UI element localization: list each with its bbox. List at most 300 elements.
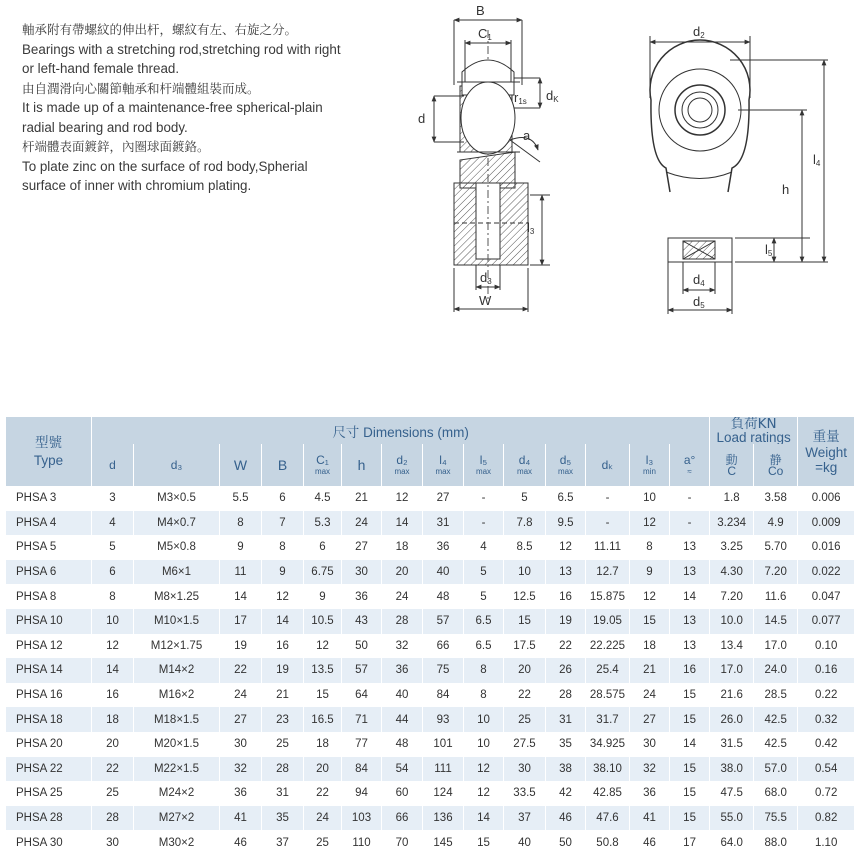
table-cell: 34.925	[586, 732, 630, 757]
table-cell: 94	[342, 781, 382, 806]
table-cell: 93	[423, 707, 464, 732]
table-row	[6, 634, 855, 659]
table-cell: 14	[220, 584, 262, 609]
label-a: a	[523, 128, 531, 143]
table-row	[6, 806, 855, 831]
table-cell: 16	[262, 634, 304, 659]
description-line: 軸承附有帶螺紋的伸出杆，螺紋有左、右旋之分。	[22, 22, 298, 37]
type-cell: PHSA 5	[6, 535, 92, 560]
description-line: radial bearing and rod body.	[22, 119, 188, 135]
table-cell: 5	[504, 486, 546, 511]
table-cell: 28.575	[586, 683, 630, 708]
table-cell: 14	[92, 658, 134, 683]
table-cell: 40	[382, 683, 423, 708]
table-cell: 57	[423, 609, 464, 634]
column-header: B	[262, 444, 304, 486]
table-cell: 14	[262, 609, 304, 634]
table-cell: 26	[546, 658, 586, 683]
table-cell: 30	[220, 732, 262, 757]
table-row	[6, 535, 855, 560]
table-cell: 0.022	[798, 560, 855, 585]
table-cell: 0.047	[798, 584, 855, 609]
table-cell: 47.6	[586, 806, 630, 831]
table-cell: 4.30	[710, 560, 754, 585]
type-cell: PHSA 18	[6, 707, 92, 732]
table-row	[6, 830, 855, 855]
table-cell: 6.5	[464, 609, 504, 634]
table-cell: 6	[262, 486, 304, 511]
table-cell: M16×2	[134, 683, 220, 708]
table-cell: 31	[546, 707, 586, 732]
table-cell: 0.10	[798, 634, 855, 659]
table-cell: 1.10	[798, 830, 855, 855]
table-cell: 23	[262, 707, 304, 732]
table-cell: 111	[423, 757, 464, 782]
table-cell: 14	[670, 584, 710, 609]
table-cell: 15	[670, 707, 710, 732]
table-cell: 70	[382, 830, 423, 855]
header-dimensions: 尺寸 Dimensions (mm)	[92, 417, 710, 444]
table-cell: 14.5	[754, 609, 798, 634]
table-cell: 27.5	[504, 732, 546, 757]
table-cell: 36	[423, 535, 464, 560]
table-cell: 42.5	[754, 732, 798, 757]
table-cell: 4	[92, 511, 134, 536]
table-cell: 13	[546, 560, 586, 585]
type-cell: PHSA 16	[6, 683, 92, 708]
table-row	[6, 658, 855, 683]
table-cell: 20	[92, 732, 134, 757]
table-cell: 21.6	[710, 683, 754, 708]
table-cell: 18	[382, 535, 423, 560]
table-cell: M4×0.7	[134, 511, 220, 536]
table-cell: 25	[504, 707, 546, 732]
table-cell: 11.6	[754, 584, 798, 609]
type-cell: PHSA 6	[6, 560, 92, 585]
table-cell: 66	[382, 806, 423, 831]
table-cell: 21	[262, 683, 304, 708]
spec-table	[6, 417, 855, 855]
table-cell: 6.5	[546, 486, 586, 511]
table-row	[6, 683, 855, 708]
table-cell: 0.32	[798, 707, 855, 732]
table-cell: 12	[382, 486, 423, 511]
header-weight: 重量 Weight =kg	[798, 417, 855, 486]
table-cell: 38.10	[586, 757, 630, 782]
table-cell: 9	[262, 560, 304, 585]
table-cell: 5.70	[754, 535, 798, 560]
table-cell: 15	[670, 806, 710, 831]
column-header: l₅ max	[464, 444, 504, 486]
table-cell: 0.22	[798, 683, 855, 708]
table-cell: 68.0	[754, 781, 798, 806]
type-cell: PHSA 4	[6, 511, 92, 536]
table-cell: 9	[630, 560, 670, 585]
table-cell: 17	[670, 830, 710, 855]
side-view	[434, 20, 550, 312]
column-header: d₄ max	[504, 444, 546, 486]
table-cell: 0.077	[798, 609, 855, 634]
table-cell: 10.0	[710, 609, 754, 634]
table-cell: 38	[546, 757, 586, 782]
table-cell: 38.0	[710, 757, 754, 782]
table-cell: 7.8	[504, 511, 546, 536]
table-cell: 44	[382, 707, 423, 732]
table-cell: 57.0	[754, 757, 798, 782]
label-h: h	[782, 182, 790, 197]
table-row	[6, 486, 855, 511]
table-cell: 145	[423, 830, 464, 855]
table-row	[6, 732, 855, 757]
table-cell: 42	[546, 781, 586, 806]
header-type: 型號 Type	[6, 417, 92, 486]
table-cell: 21	[342, 486, 382, 511]
table-cell: M14×2	[134, 658, 220, 683]
table-cell: 15	[670, 757, 710, 782]
table-cell: 15	[670, 781, 710, 806]
table-cell: 19.05	[586, 609, 630, 634]
table-cell: 6.5	[464, 634, 504, 659]
column-header: l₄ max	[423, 444, 464, 486]
label-B: B	[476, 3, 485, 18]
table-cell: 84	[423, 683, 464, 708]
table-cell: 36	[382, 658, 423, 683]
table-cell: 32	[220, 757, 262, 782]
table-cell: 30	[504, 757, 546, 782]
table-cell: 40	[504, 830, 546, 855]
table-cell: 8	[464, 683, 504, 708]
table-cell: 32	[630, 757, 670, 782]
table-cell: 22	[220, 658, 262, 683]
label-r1s: r1s	[514, 90, 527, 106]
description-line: 由自潤滑向心關節軸承和杆端體組裝而成。	[22, 80, 260, 96]
table-cell: 36	[342, 584, 382, 609]
table-cell: 16	[92, 683, 134, 708]
table-cell: M5×0.8	[134, 535, 220, 560]
table-cell: 13.5	[304, 658, 342, 683]
table-cell: 8	[220, 511, 262, 536]
table-cell: -	[464, 486, 504, 511]
description-line: surface of inner with chromium plating.	[22, 178, 252, 193]
table-cell: 5.3	[304, 511, 342, 536]
table-cell: 4.5	[304, 486, 342, 511]
column-header: dₖ	[586, 444, 630, 486]
table-cell: 33.5	[504, 781, 546, 806]
table-cell: 18	[630, 634, 670, 659]
table-cell: 10	[630, 486, 670, 511]
table-cell: 1.8	[710, 486, 754, 511]
table-cell: 124	[423, 781, 464, 806]
column-header: h	[342, 444, 382, 486]
table-cell: 0.006	[798, 486, 855, 511]
table-cell: 30	[342, 560, 382, 585]
table-cell: 77	[342, 732, 382, 757]
table-cell: 6	[92, 560, 134, 585]
table-cell: 4	[464, 535, 504, 560]
table-cell: 0.82	[798, 806, 855, 831]
table-cell: 64	[342, 683, 382, 708]
label-W: W	[479, 293, 492, 308]
table-cell: 16	[546, 584, 586, 609]
type-cell: PHSA 14	[6, 658, 92, 683]
table-cell: M18×1.5	[134, 707, 220, 732]
table-cell: 43	[342, 609, 382, 634]
table-row	[6, 707, 855, 732]
label-d4: d4	[693, 272, 705, 288]
table-cell: 21	[630, 658, 670, 683]
table-cell: 46	[546, 806, 586, 831]
table-cell: 12	[546, 535, 586, 560]
table-cell: 42.85	[586, 781, 630, 806]
table-cell: 50	[342, 634, 382, 659]
table-cell: 46	[220, 830, 262, 855]
table-cell: 48	[382, 732, 423, 757]
table-cell: 110	[342, 830, 382, 855]
table-cell: 36	[630, 781, 670, 806]
column-header: d₂ max	[382, 444, 423, 486]
table-cell: 13	[670, 560, 710, 585]
table-cell: 31.7	[586, 707, 630, 732]
table-cell: 8	[464, 658, 504, 683]
table-cell: 36	[220, 781, 262, 806]
table-cell: M27×2	[134, 806, 220, 831]
table-cell: 26.0	[710, 707, 754, 732]
table-cell: 15.875	[586, 584, 630, 609]
description-line: To plate zinc on the surface of rod body,Spherial	[22, 158, 308, 174]
table-cell: 37	[262, 830, 304, 855]
table-cell: 50	[546, 830, 586, 855]
table-cell: 30	[92, 830, 134, 855]
table-cell: 12	[92, 634, 134, 659]
table-cell: 17.0	[710, 658, 754, 683]
table-cell: 40	[423, 560, 464, 585]
table-cell: 75.5	[754, 806, 798, 831]
table-cell: 8.5	[504, 535, 546, 560]
table-cell: 8	[262, 535, 304, 560]
table-cell: 84	[342, 757, 382, 782]
table-cell: 27	[423, 486, 464, 511]
table-cell: 5	[464, 584, 504, 609]
table-cell: 24	[630, 683, 670, 708]
table-cell: 17.0	[754, 634, 798, 659]
table-cell: M6×1	[134, 560, 220, 585]
table-cell: 31	[423, 511, 464, 536]
column-header: l₃ min	[630, 444, 670, 486]
header-load-ratings: 負荷KN Load ratings	[710, 417, 798, 444]
label-d3: d3	[480, 270, 492, 286]
table-cell: 10	[464, 707, 504, 732]
type-cell: PHSA 8	[6, 584, 92, 609]
label-d: d	[418, 111, 426, 126]
label-d5: d5	[693, 294, 705, 310]
table-row	[6, 511, 855, 536]
table-cell: 0.42	[798, 732, 855, 757]
table-cell: 64.0	[710, 830, 754, 855]
table-cell: 11.11	[586, 535, 630, 560]
table-cell: 0.16	[798, 658, 855, 683]
table-cell: 12	[630, 584, 670, 609]
table-cell: 31.5	[710, 732, 754, 757]
table-cell: 31	[262, 781, 304, 806]
table-cell: 47.5	[710, 781, 754, 806]
table-cell: 24.0	[754, 658, 798, 683]
table-cell: 22.225	[586, 634, 630, 659]
table-cell: 25	[262, 732, 304, 757]
table-cell: 22	[546, 634, 586, 659]
table-cell: 9.5	[546, 511, 586, 536]
column-header: d₅ max	[546, 444, 586, 486]
table-cell: 12.5	[504, 584, 546, 609]
table-cell: -	[670, 486, 710, 511]
table-cell: 14	[382, 511, 423, 536]
table-cell: 30	[630, 732, 670, 757]
table-cell: 12	[262, 584, 304, 609]
table-cell: 14	[464, 806, 504, 831]
table-cell: M8×1.25	[134, 584, 220, 609]
table-cell: 42.5	[754, 707, 798, 732]
table-cell: 24	[304, 806, 342, 831]
table-cell: 13	[670, 634, 710, 659]
table-cell: 3.58	[754, 486, 798, 511]
table-cell: 12.7	[586, 560, 630, 585]
column-header: d₃	[134, 444, 220, 486]
table-cell: M12×1.75	[134, 634, 220, 659]
table-cell: 19	[546, 609, 586, 634]
table-cell: 25	[304, 830, 342, 855]
table-cell: 3.234	[710, 511, 754, 536]
table-cell: 20	[304, 757, 342, 782]
column-header: a° ≈	[670, 444, 710, 486]
table-cell: -	[586, 486, 630, 511]
column-header: d	[92, 444, 134, 486]
table-cell: 12	[464, 781, 504, 806]
type-cell: PHSA 28	[6, 806, 92, 831]
table-cell: 10	[464, 732, 504, 757]
table-cell: 24	[342, 511, 382, 536]
table-cell: 5	[464, 560, 504, 585]
table-cell: 17	[220, 609, 262, 634]
type-cell: PHSA 30	[6, 830, 92, 855]
table-cell: 28.5	[754, 683, 798, 708]
label-dk: dK	[546, 88, 559, 104]
label-l5: l5	[765, 242, 773, 258]
table-cell: 0.016	[798, 535, 855, 560]
table-cell: 48	[423, 584, 464, 609]
table-cell: 27	[630, 707, 670, 732]
table-cell: 12	[464, 757, 504, 782]
table-row	[6, 781, 855, 806]
type-cell: PHSA 22	[6, 757, 92, 782]
table-cell: -	[586, 511, 630, 536]
table-cell: 101	[423, 732, 464, 757]
description-line: or left-hand female thread.	[22, 61, 180, 76]
table-cell: 5.5	[220, 486, 262, 511]
column-header: 動 C	[710, 444, 754, 486]
table-cell: 60	[382, 781, 423, 806]
table-cell: 22	[504, 683, 546, 708]
table-cell: 18	[304, 732, 342, 757]
table-cell: 6	[304, 535, 342, 560]
table-cell: 9	[220, 535, 262, 560]
table-cell: 28	[92, 806, 134, 831]
table-cell: 22	[92, 757, 134, 782]
table-cell: 15	[670, 683, 710, 708]
table-cell: 12	[630, 511, 670, 536]
table-cell: 13	[670, 535, 710, 560]
table-cell: 10	[504, 560, 546, 585]
table-cell: 15	[504, 609, 546, 634]
table-cell: 11	[220, 560, 262, 585]
table-cell: 71	[342, 707, 382, 732]
table-cell: M24×2	[134, 781, 220, 806]
label-l4: l4	[813, 152, 821, 168]
table-cell: 75	[423, 658, 464, 683]
column-header: 静 Co	[754, 444, 798, 486]
table-cell: 16	[670, 658, 710, 683]
table-cell: 20	[504, 658, 546, 683]
table-cell: 27	[220, 707, 262, 732]
table-cell: 13	[670, 609, 710, 634]
label-l3: l3	[527, 220, 535, 236]
table-cell: 136	[423, 806, 464, 831]
table-cell: 5	[92, 535, 134, 560]
table-cell: 15	[304, 683, 342, 708]
type-cell: PHSA 10	[6, 609, 92, 634]
table-cell: -	[464, 511, 504, 536]
table-cell: -	[670, 511, 710, 536]
description-line: Bearings with a stretching rod,stretching rod with right	[22, 41, 341, 57]
column-header: C₁ max	[304, 444, 342, 486]
type-cell: PHSA 20	[6, 732, 92, 757]
table-cell: 19	[262, 658, 304, 683]
table-cell: M30×2	[134, 830, 220, 855]
table-cell: 27	[342, 535, 382, 560]
table-cell: 3.25	[710, 535, 754, 560]
table-cell: 7.20	[710, 584, 754, 609]
table-cell: 20	[382, 560, 423, 585]
table-cell: 10	[92, 609, 134, 634]
table-cell: 25.4	[586, 658, 630, 683]
table-cell: 32	[382, 634, 423, 659]
table-cell: 57	[342, 658, 382, 683]
table-cell: 50.8	[586, 830, 630, 855]
table-cell: 28	[382, 609, 423, 634]
table-cell: 19	[220, 634, 262, 659]
table-cell: 6.75	[304, 560, 342, 585]
table-cell: M3×0.5	[134, 486, 220, 511]
table-cell: M20×1.5	[134, 732, 220, 757]
table-cell: 12	[304, 634, 342, 659]
table-cell: 4.9	[754, 511, 798, 536]
table-cell: 7	[262, 511, 304, 536]
table-cell: 37	[504, 806, 546, 831]
table-cell: 0.72	[798, 781, 855, 806]
table-cell: 3	[92, 486, 134, 511]
table-cell: 25	[92, 781, 134, 806]
table-row	[6, 757, 855, 782]
table-cell: 88.0	[754, 830, 798, 855]
table-cell: 24	[382, 584, 423, 609]
table-cell: 8	[630, 535, 670, 560]
type-cell: PHSA 3	[6, 486, 92, 511]
table-cell: 41	[630, 806, 670, 831]
front-view	[650, 36, 828, 314]
table-row	[6, 584, 855, 609]
label-d2: d2	[693, 24, 705, 40]
table-cell: 103	[342, 806, 382, 831]
table-row	[6, 560, 855, 585]
table-cell: 28	[546, 683, 586, 708]
